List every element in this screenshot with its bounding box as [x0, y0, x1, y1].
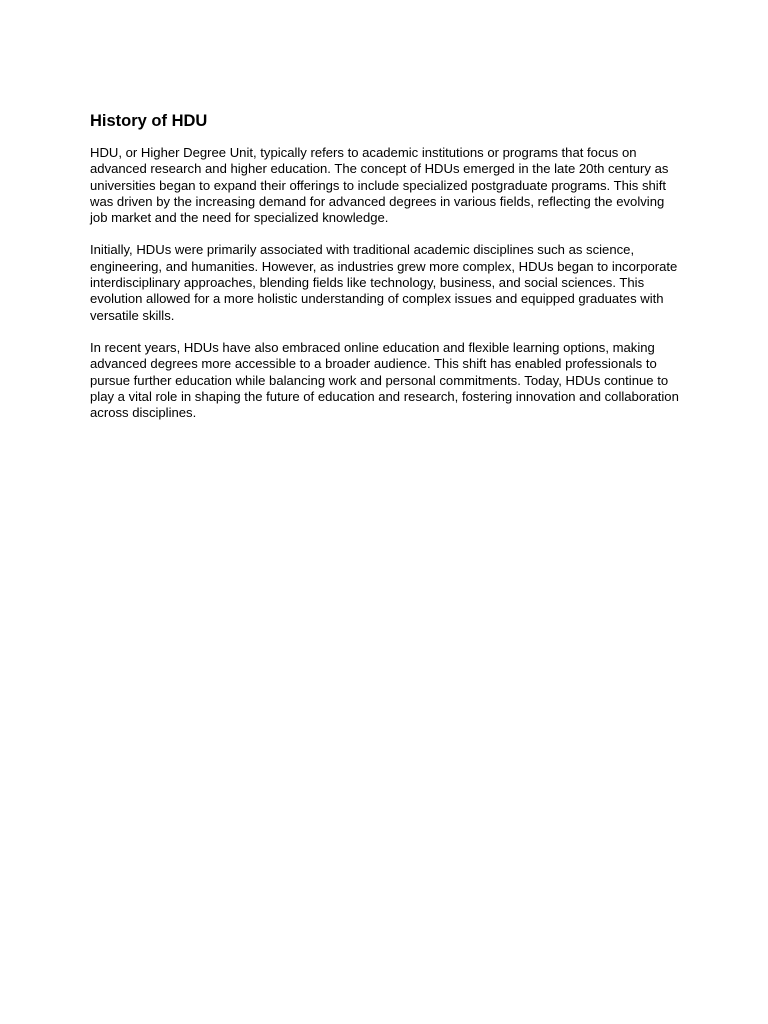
document-title: History of HDU [90, 112, 208, 130]
paragraph-3: In recent years, HDUs have also embraced online education and flexible learning options, making advanced degrees more accessible to a broader audience. This shift has enabled professionals to pursue further education while balancing work and personal commitments. Today, HDUs continue to play a vital role in shaping the future of education and research, fostering innovation and collaboration across disciplines. [90, 339, 679, 421]
paragraph-1: HDU, or Higher Degree Unit, typically refers to academic institutions or programs that focus on advanced research and higher education. The concept of HDUs emerged in the late 20th century as universities began to expand their offerings to include specialized postgraduate programs. This shift was driven by the increasing demand for advanced degrees in various fields, reflecting the evolving job market and the need for specialized knowledge. [90, 145, 669, 226]
document-body [90, 110, 680, 421]
paragraph-2: Initially, HDUs were primarily associated with traditional academic disciplines such as science, engineering, and humanities. However, as industries grew more complex, HDUs began to incorporate interdisciplinary approaches, blending fields like technology, business, and social sciences. This evolution allowed for a more holistic understanding of complex issues and equipped graduates with versatile skills. [90, 242, 678, 323]
